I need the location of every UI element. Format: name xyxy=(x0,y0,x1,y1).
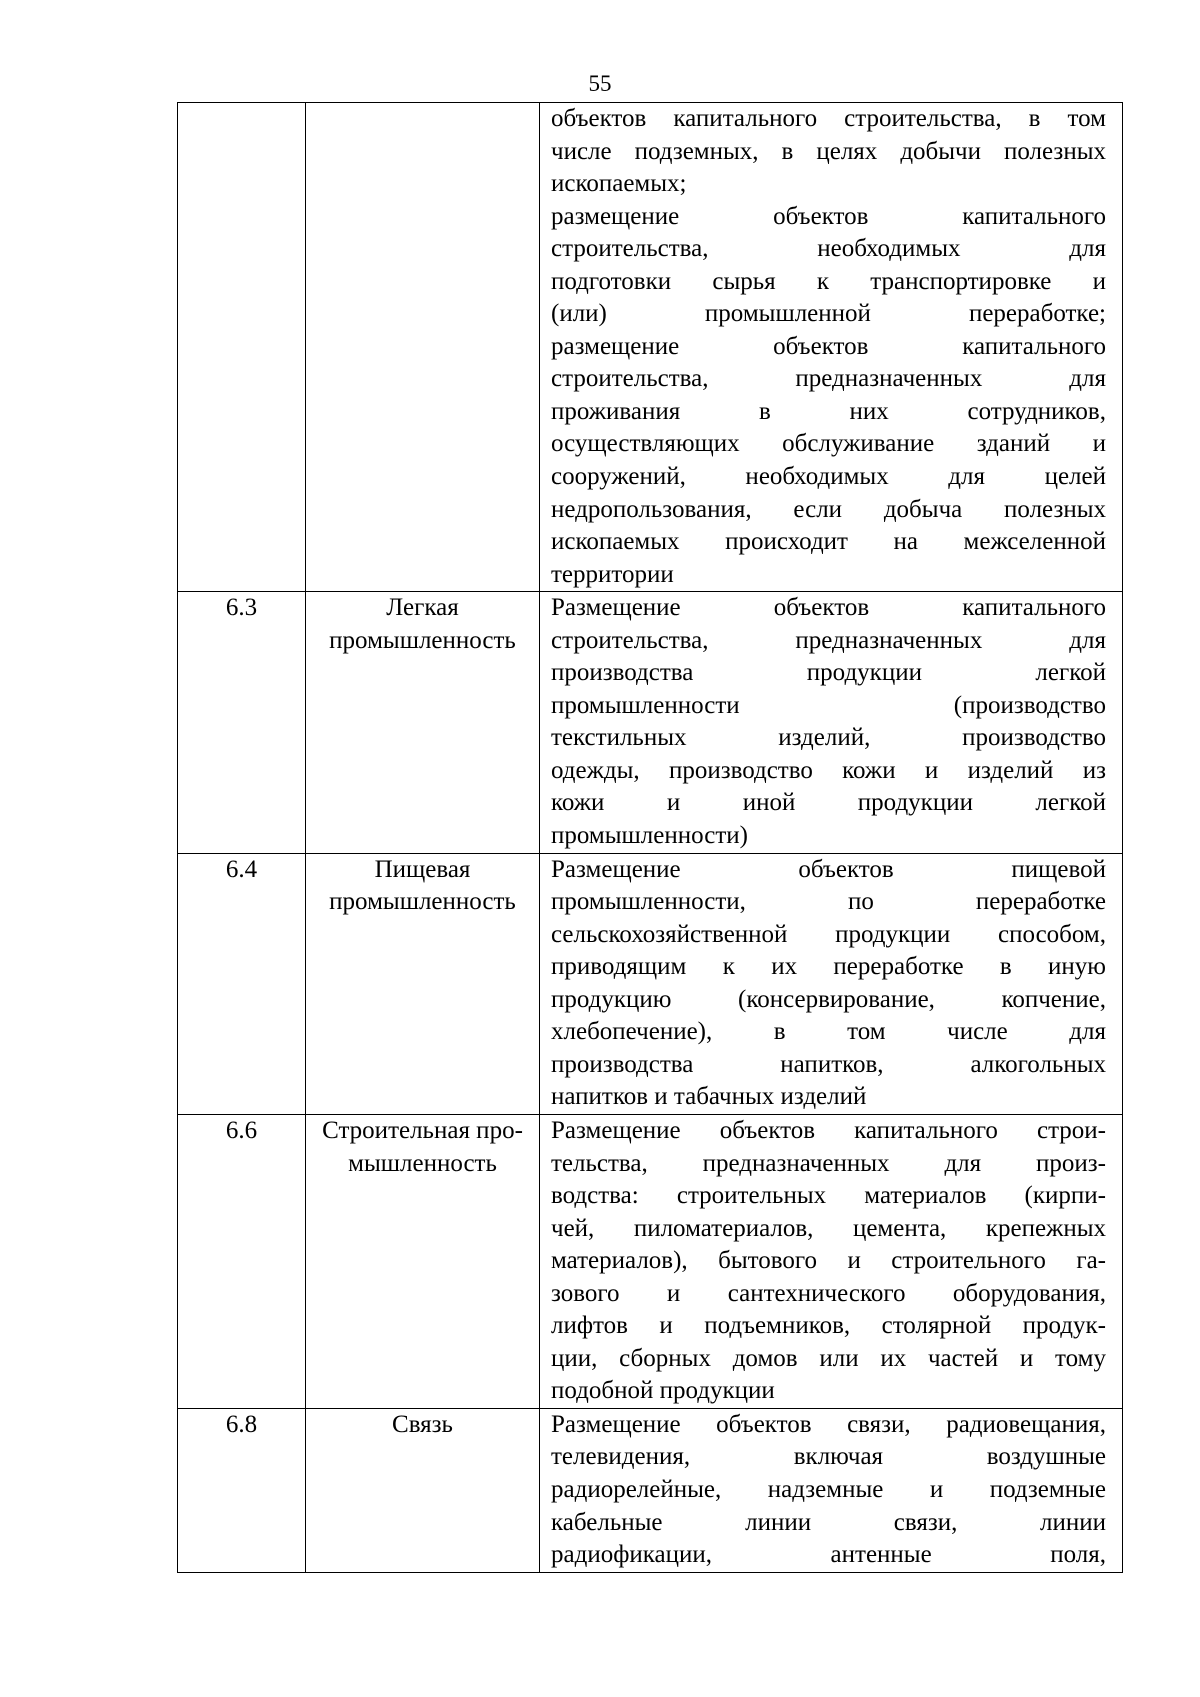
description-cell xyxy=(540,853,1123,1114)
description-cell xyxy=(540,103,1123,592)
description-line: хлебопечение), в том числе для xyxy=(551,1018,1106,1046)
description-line: тельства, предназначенных для произ- xyxy=(551,1149,1106,1177)
page-number: 55 xyxy=(588,71,612,96)
description-text xyxy=(551,592,1106,852)
description-text xyxy=(551,1115,1106,1408)
description-line: радиорелейные, надземные и подземные xyxy=(551,1475,1106,1503)
description-line: производства напитков, алкогольных xyxy=(551,1050,1106,1078)
code-cell: 6.6 xyxy=(178,1114,306,1408)
description-text xyxy=(551,103,1106,591)
code-cell: 6.4 xyxy=(178,853,306,1114)
name-cell: Легкая промышленность xyxy=(306,592,540,853)
description-line: промышленности (производство xyxy=(551,691,1106,719)
description-cell xyxy=(540,1408,1123,1572)
description-line: Размещение объектов капитального xyxy=(551,594,1106,622)
description-line: кабельные линии связи, линии xyxy=(551,1508,1106,1536)
description-line: Размещение объектов пищевой xyxy=(551,855,1106,883)
description-line: размещение объектов капитального xyxy=(551,202,1106,230)
description-line: напитков и табачных изделий xyxy=(551,1083,867,1111)
description-line: ископаемых; xyxy=(551,170,687,198)
description-text xyxy=(551,854,1106,1114)
description-line: производства продукции легкой xyxy=(551,659,1106,687)
table-row xyxy=(178,853,1123,1114)
description-line: телевидения, включая воздушные xyxy=(551,1443,1106,1471)
description-line: осуществляющих обслуживание зданий и xyxy=(551,430,1106,458)
description-cell xyxy=(540,592,1123,853)
code-cell: 6.8 xyxy=(178,1408,306,1572)
code-cell xyxy=(178,103,306,592)
description-text xyxy=(551,1409,1106,1572)
table-row xyxy=(178,1114,1123,1408)
description-line: строительства, необходимых для xyxy=(551,235,1106,263)
code-cell: 6.3 xyxy=(178,592,306,853)
description-line: ции, сборных домов или их частей и тому xyxy=(551,1344,1106,1372)
description-line: сельскохозяйственной продукции способом, xyxy=(551,920,1106,948)
description-line: текстильных изделий, производство xyxy=(551,724,1106,752)
name-cell: Пищевая промышленность xyxy=(306,853,540,1114)
description-line: подготовки сырья к транспортировке и xyxy=(551,267,1106,295)
description-line: Размещение объектов связи, радиовещания, xyxy=(551,1410,1106,1438)
description-line: строительства, предназначенных для xyxy=(551,626,1106,654)
description-line: радиофикации, антенные поля, xyxy=(551,1541,1106,1569)
table-row xyxy=(178,592,1123,853)
name-cell xyxy=(306,103,540,592)
description-line: зового и сантехнического оборудования, xyxy=(551,1279,1106,1307)
description-line: промышленности, по переработке xyxy=(551,888,1106,916)
description-line: ископаемых происходит на межселенной xyxy=(551,528,1106,556)
description-line: сооружений, необходимых для целей xyxy=(551,463,1106,491)
description-line: промышленности) xyxy=(551,822,748,850)
description-line: кожи и иной продукции легкой xyxy=(551,789,1106,817)
description-line: водства: строительных материалов (кирпи- xyxy=(551,1182,1106,1210)
description-line: одежды, производство кожи и изделий из xyxy=(551,756,1106,784)
description-line: подобной продукции xyxy=(551,1377,775,1405)
table-row xyxy=(178,103,1123,592)
description-line: территории xyxy=(551,560,674,588)
description-line: строительства, предназначенных для xyxy=(551,365,1106,393)
description-line: (или) промышленной переработке; xyxy=(551,300,1106,328)
description-line: Размещение объектов капитального строи- xyxy=(551,1116,1106,1144)
description-line: продукцию (консервирование, копчение, xyxy=(551,985,1106,1013)
description-line: числе подземных, в целях добычи полезных xyxy=(551,137,1106,165)
description-line: лифтов и подъемников, столярной продук- xyxy=(551,1312,1106,1340)
description-line: проживания в них сотрудников, xyxy=(551,397,1106,425)
description-line: чей, пиломатериалов, цемента, крепежных xyxy=(551,1214,1106,1242)
description-line: объектов капитального строительства, в том xyxy=(551,105,1106,132)
name-cell: Строительная про-мышленность xyxy=(306,1114,540,1408)
land-use-table xyxy=(177,102,1123,1573)
table-row xyxy=(178,1408,1123,1572)
description-line: приводящим к их переработке в иную xyxy=(551,953,1106,981)
description-line: недропользования, если добыча полезных xyxy=(551,495,1106,523)
description-line: материалов), бытового и строительного га- xyxy=(551,1247,1106,1275)
description-line: размещение объектов капитального xyxy=(551,332,1106,360)
description-cell xyxy=(540,1114,1123,1408)
name-cell: Связь xyxy=(306,1408,540,1572)
